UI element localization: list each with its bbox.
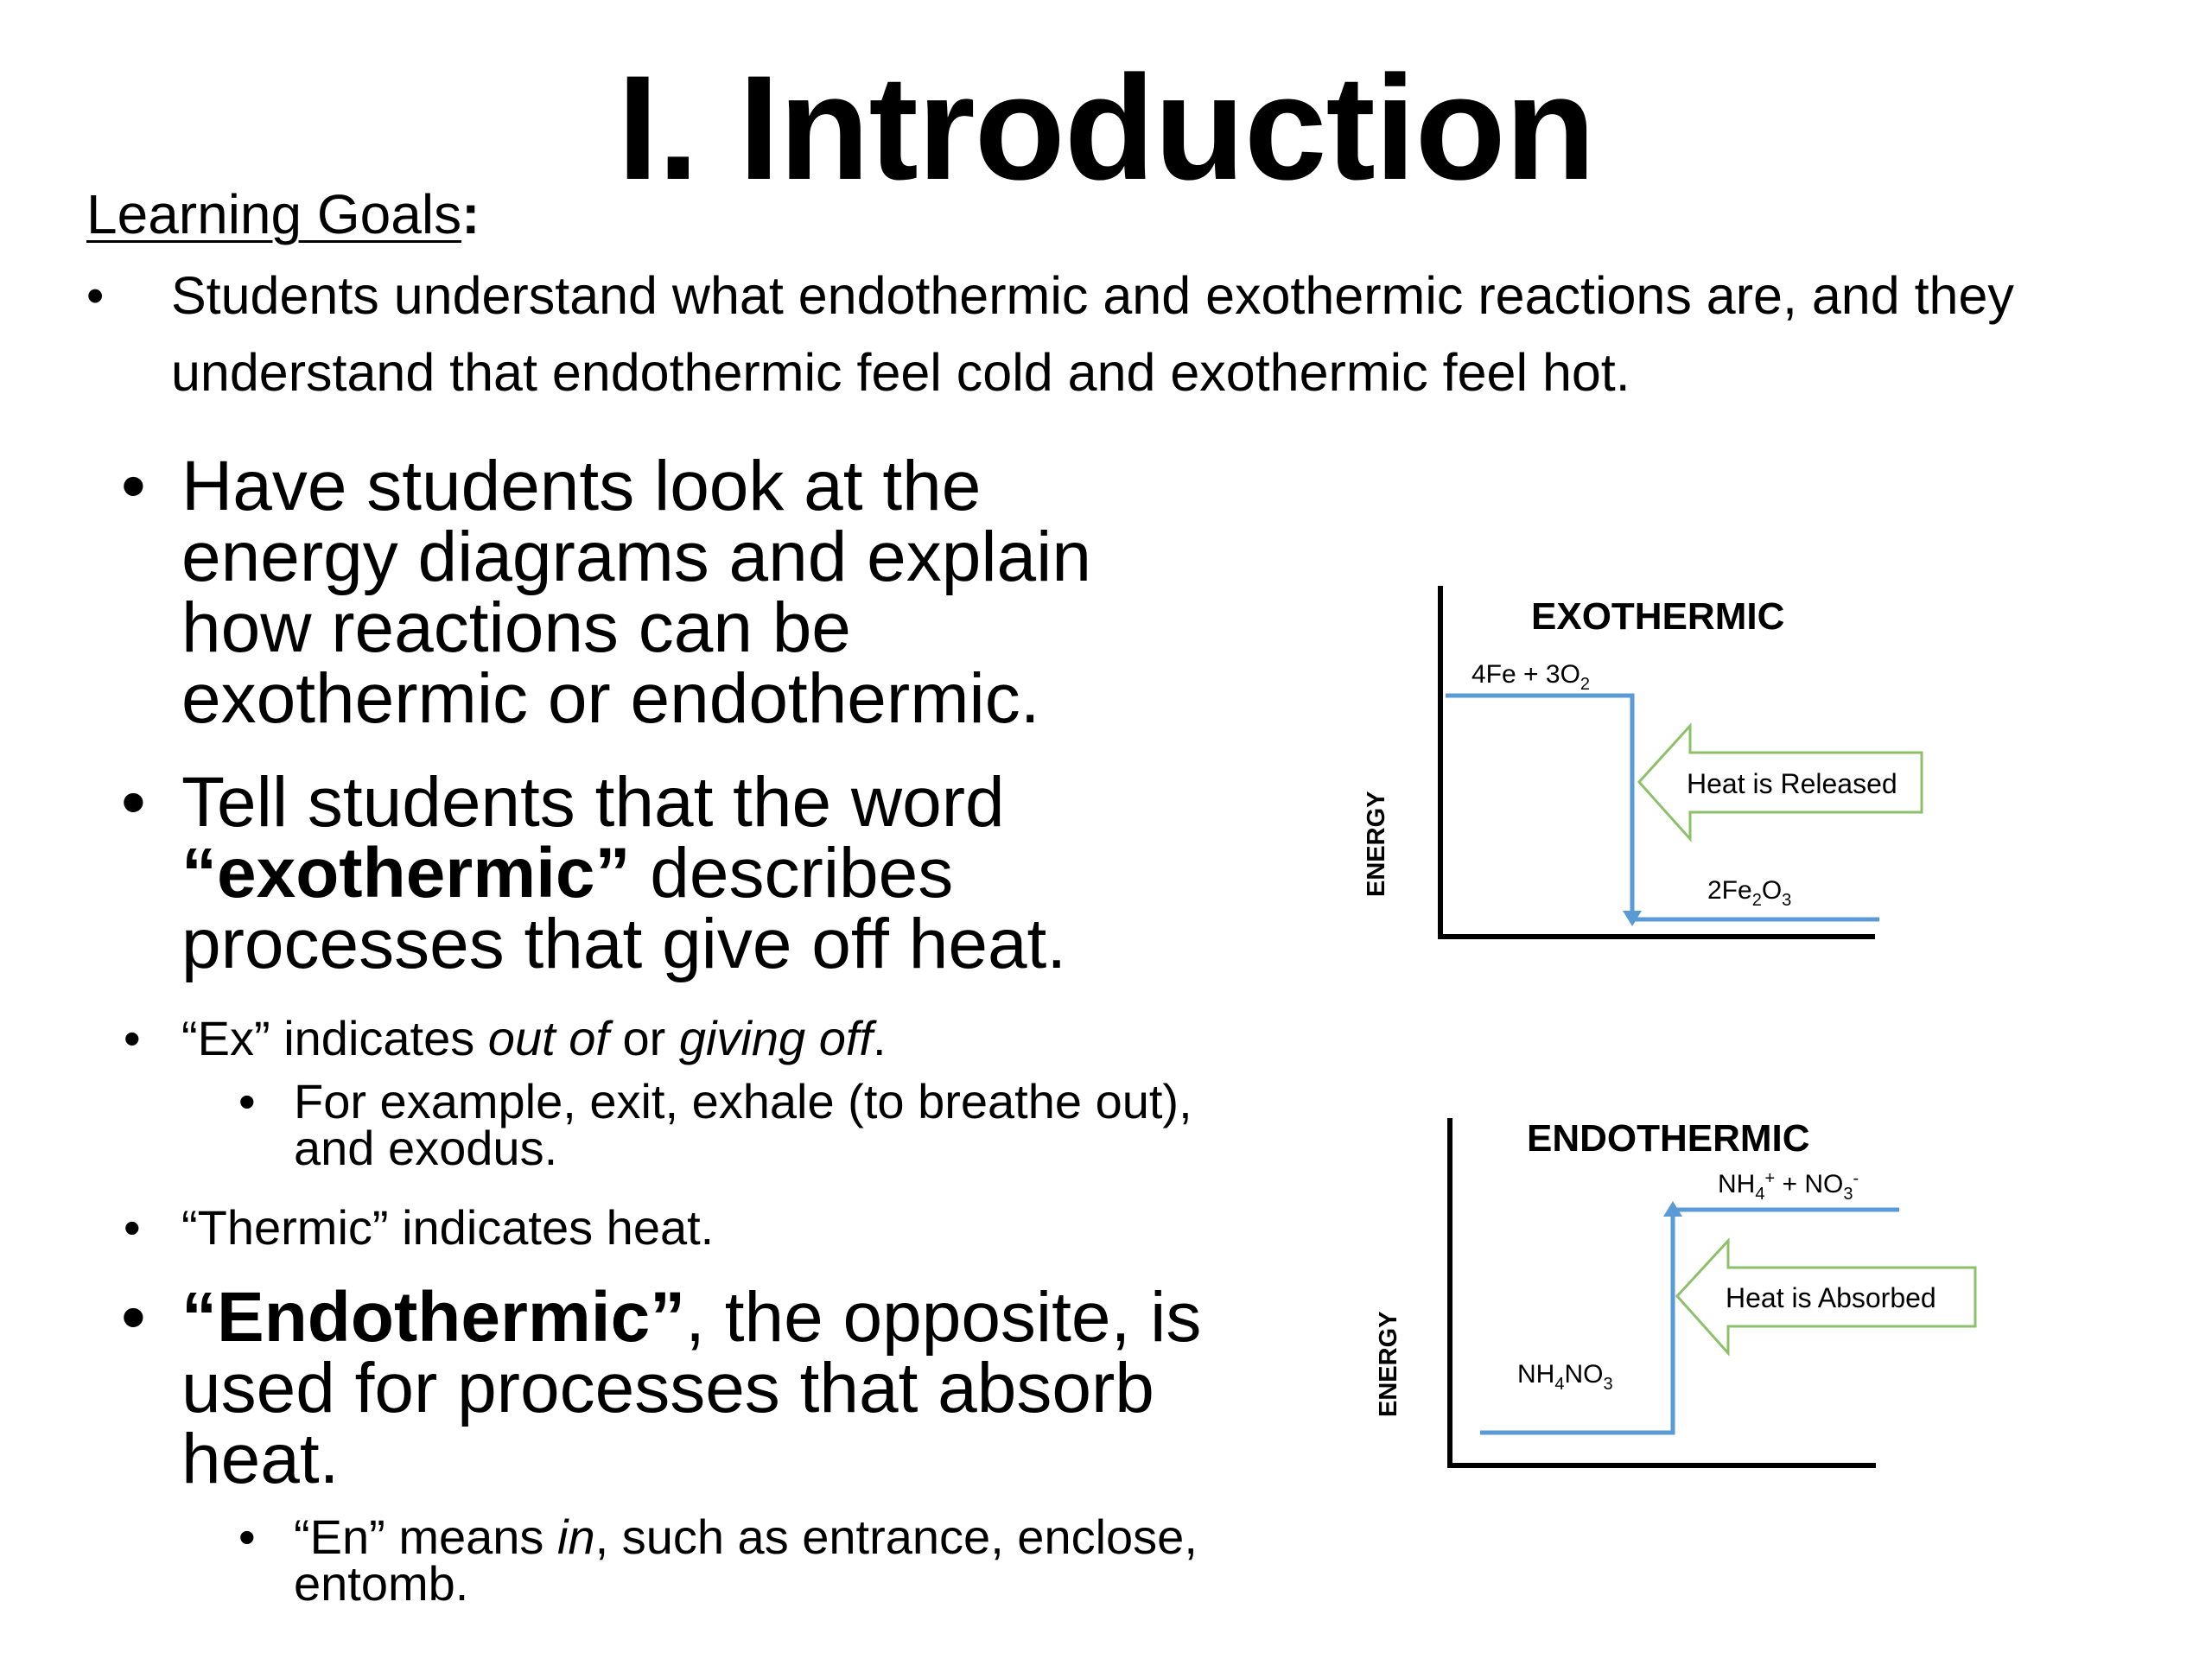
product-superscript: +	[1764, 1169, 1776, 1188]
product-text-a: 2Fe	[1707, 876, 1752, 905]
product-subscript-2: 3	[1782, 891, 1792, 910]
exothermic-energy-diagram	[1331, 570, 1953, 968]
reactant-text-a: NH	[1517, 1360, 1555, 1389]
product-subscript: 4	[1755, 1185, 1765, 1204]
bullet-icon: •	[86, 268, 105, 324]
heat-released-label: Heat is Released	[1687, 768, 1897, 799]
endothermic-reactant-level-line	[1480, 1210, 1673, 1433]
bullet-text	[294, 1510, 1270, 1611]
bullet-icon: •	[124, 1200, 141, 1255]
heat-absorbed-label: Heat is Absorbed	[1726, 1282, 1936, 1313]
italic-giving-off: giving off	[678, 1011, 873, 1065]
bullet-icon: •	[238, 1510, 256, 1564]
exothermic-reactants-label	[1471, 660, 1590, 694]
reactant-subscript: 2	[1580, 675, 1591, 694]
reactant-subscript-2: 3	[1603, 1375, 1613, 1394]
bullet-text: Have students look at the energy diagrams and explain how reactions can be exothermic or endothermic.	[181, 447, 1091, 738]
bullet-icon: •	[238, 1074, 256, 1128]
reactant-text-b: NO	[1564, 1360, 1604, 1389]
term-endothermic: “Endothermic”	[181, 1278, 686, 1357]
endothermic-diagram-title: ENDOTHERMIC	[1527, 1117, 1810, 1160]
bullet-text-post: , such as entrance, enclose, entomb.	[294, 1510, 1198, 1611]
product-text-b: + NO	[1775, 1170, 1844, 1198]
endothermic-energy-axis-label: ENERGY	[1375, 1311, 1402, 1417]
bullet-text-post: .	[872, 1011, 887, 1065]
bullet-icon: •	[121, 1278, 146, 1357]
bullet-icon: •	[124, 1011, 141, 1065]
exothermic-reactant-level-line	[1446, 696, 1632, 916]
product-subscript-1: 2	[1751, 891, 1762, 910]
bullet-text-pre: “En” means	[294, 1510, 557, 1564]
bullet-text	[181, 1278, 1236, 1498]
bullet-text	[181, 1011, 1244, 1065]
bullet-text-mid: or	[608, 1011, 679, 1065]
reactant-text: 4Fe + 3O	[1471, 660, 1580, 689]
bullet-text-post: , the opposite, is used for processes that absorb heat.	[181, 1278, 1202, 1498]
product-text-a: NH	[1718, 1170, 1756, 1198]
term-exothermic: “exothermic”	[181, 834, 631, 912]
exothermic-products-label	[1707, 876, 1791, 910]
learning-goals-heading	[86, 183, 480, 245]
bullet-text: “Thermic” indicates heat.	[181, 1200, 715, 1255]
bullet-text-pre: Tell students that the word	[181, 763, 1005, 842]
product-superscript-2: -	[1853, 1169, 1859, 1188]
endothermic-reactants-label	[1517, 1360, 1613, 1394]
product-text-b: O	[1761, 876, 1783, 905]
slide-title: I. Introduction	[617, 45, 1595, 211]
exothermic-energy-axis-label: ENERGY	[1363, 791, 1390, 897]
learning-goal-text: Students understand what endothermic and exothermic reactions are, and they understand that endothermic feel cold and exothermic feel hot.	[171, 266, 2014, 402]
italic-out-of: out of	[487, 1011, 609, 1065]
bullet-text: For example, exit, exhale (to breathe out), and exodus.	[294, 1074, 1192, 1175]
bullet-icon: •	[121, 763, 146, 842]
learning-goals-label: Learning Goals	[86, 183, 462, 245]
bullet-text-pre: “Ex” indicates	[181, 1011, 488, 1065]
product-subscript-2: 3	[1843, 1185, 1853, 1204]
bullet-text-post: describes processes that give off heat.	[181, 834, 1067, 983]
endothermic-products-label	[1718, 1169, 1859, 1204]
endothermic-energy-diagram	[1331, 1106, 2005, 1486]
reactant-subscript-1: 4	[1554, 1375, 1565, 1394]
exothermic-diagram-title: EXOTHERMIC	[1531, 595, 1785, 638]
bullet-icon: •	[121, 447, 146, 525]
italic-in: in	[557, 1510, 595, 1564]
bullet-text	[181, 763, 1201, 983]
learning-goals-colon: :	[461, 183, 480, 245]
